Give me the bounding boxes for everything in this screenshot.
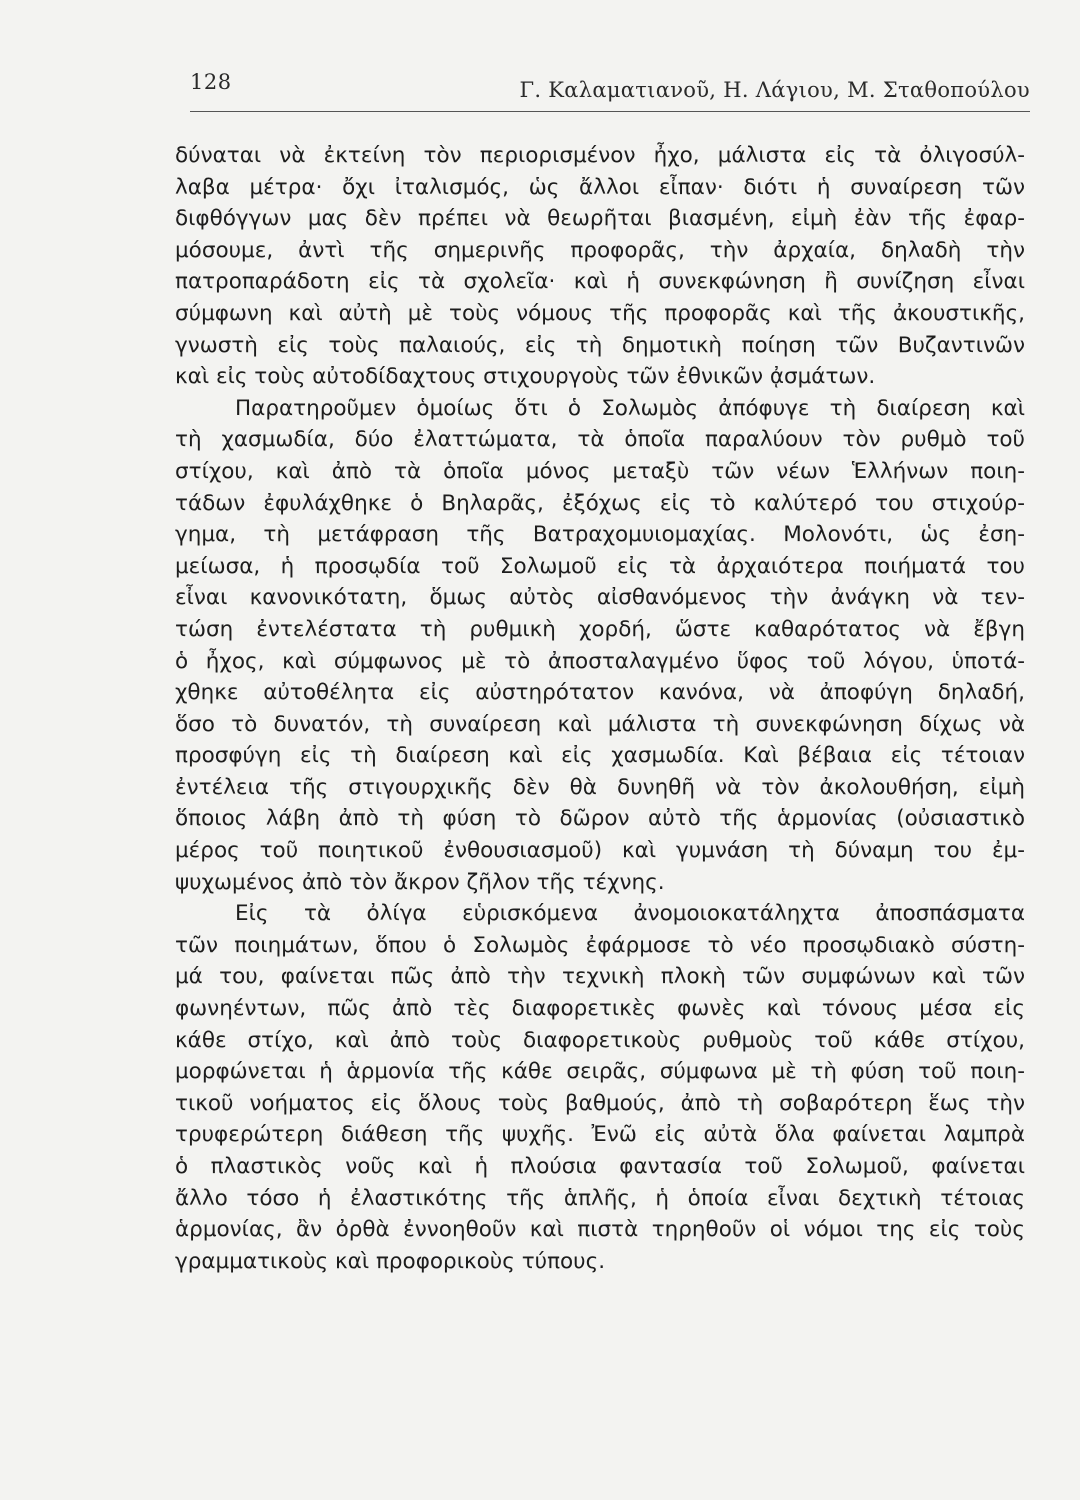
body-text [175,140,1025,1277]
text-line: τὴ χασμωδία, δύο ἐλαττώματα, τὰ ὁποῖα παραλύουν τὸν ρυθμὸ τοῦ [175,427,1025,453]
running-header [190,70,1030,110]
text-line: δύναται νὰ ἐκτείνη τὸν περιορισμένον ἦχο, μάλιστα εἰς τὰ ὀλιγοσύλ- [175,143,1025,168]
text-line: τῶν ποιημάτων, ὅπου ὁ Σολωμὸς ἐφάρμοσε τὸ νέο προσῳδιακὸ σύστη- [175,932,1025,958]
text-line: φωνηέντων, πῶς ἀπὸ τὲς διαφορετικὲς φωνὲς καὶ τόνους μέσα εἰς [175,996,1025,1022]
text-line: ἄλλο τόσο ἡ ἐλαστικότης τῆς ἁπλῆς, ἡ ὁποία εἶναι δεχτικὴ τέτοιας [175,1185,1025,1211]
text-line: μορφώνεται ἡ ἁρμονία τῆς κάθε σειρᾶς, σύμφωνα μὲ τὴ φύση τοῦ ποιη- [175,1059,1025,1085]
text-line: τικοῦ νοήματος εἰς ὅλους τοὺς βαθμούς, ἀπὸ τὴ σοβαρότερη ἕως τὴν [175,1090,1025,1116]
text-line: τώση ἐντελέστατα τὴ ρυθμικὴ χορδή, ὥστε καθαρότατος νὰ ἔβγη [175,616,1025,642]
text-line: προσφύγη εἰς τὴ διαίρεση καὶ εἰς χασμωδία. Καὶ βέβαια εἰς τέτοιαν [175,743,1025,769]
text-line: σύμφωνη καὶ αὐτὴ μὲ τοὺς νόμους τῆς προφορᾶς καὶ τῆς ἀκουστικῆς, [175,300,1025,326]
text-line: καὶ εἰς τοὺς αὐτοδίδαχτους στιχουργοὺς τῶν ἐθνικῶν ᾀσμάτων. [175,364,876,390]
text-line: ὅποιος λάβη ἀπὸ τὴ φύση τὸ δῶρον αὐτὸ τῆς ἁρμονίας (οὐσιαστικὸ [175,806,1025,832]
text-line: μείωσα, ἡ προσῳδία τοῦ Σολωμοῦ εἰς τὰ ἀρχαιότερα ποιήματά του [175,553,1025,579]
text-line: ἐντέλεια τῆς στιγουρχικῆς δὲν θὰ δυνηθῆ νὰ τὸν ἀκολουθήση, εἰμὴ [175,774,1025,800]
text-line: διφθόγγων μας δὲν πρέπει νὰ θεωρῆται βιασμένη, εἰμὴ ἐὰν τῆς ἐφαρ- [175,206,1025,232]
page-number: 128 [190,70,232,94]
text-line: ὁ ἦχος, καὶ σύμφωνος μὲ τὸ ἀποσταλαγμένο ὕφος τοῦ λόγου, ὑποτά- [175,648,1025,674]
text-line: ὅσο τὸ δυνατόν, τὴ συναίρεση καὶ μάλιστα τὴ συνεκφώνηση δίχως νὰ [175,711,1025,737]
text-line: μά του, φαίνεται πῶς ἀπὸ τὴν τεχνικὴ πλοκὴ τῶν συμφώνων καὶ τῶν [175,964,1025,990]
text-line: ἁρμονίας, ἂν ὀρθὰ ἐννοηθοῦν καὶ πιστὰ τηρηθοῦν οἱ νόμοι της εἰς τοὺς [175,1217,1025,1243]
text-line: πατροπαράδοτη εἰς τὰ σχολεῖα· καὶ ἡ συνεκφώνηση ἢ συνίζηση εἶναι [175,269,1025,295]
text-line: στίχου, καὶ ἀπὸ τὰ ὁποῖα μόνος μεταξὺ τῶν νέων Ἑλλήνων ποιη- [175,458,1025,484]
text-line: ψυχωμένος ἀπὸ τὸν ἄκρον ζῆλον τῆς τέχνης. [175,869,665,895]
text-line: κάθε στίχο, καὶ ἀπὸ τοὺς διαφορετικοὺς ρυθμοὺς τοῦ κάθε στίχου, [175,1027,1025,1053]
paragraph-start-line: Παρατηροῦμεν ὁμοίως ὅτι ὁ Σολωμὸς ἀπόφυγε τὴ διαίρεση καὶ [235,395,1025,421]
text-line: εἶναι κανονικότατη, ὅμως αὐτὸς αἰσθανόμενος τὴν ἀνάγκη νὰ τεν- [175,585,1025,611]
text-line: μόσουμε, ἀντὶ τῆς σημερινῆς προφορᾶς, τὴν ἀρχαία, δηλαδὴ τὴν [175,237,1025,263]
header-rule [190,111,1030,112]
paragraph-start-line: Εἰς τὰ ὀλίγα εὑρισκόμενα ἀνομοιοκατάληχτα ἀποσπάσματα [235,901,1025,927]
text-line: ὁ πλαστικὸς νοῦς καὶ ἡ πλούσια φαντασία τοῦ Σολωμοῦ, φαίνεται [175,1154,1025,1179]
text-line: γημα, τὴ μετάφραση τῆς Βατραχομυιομαχίας. Μολονότι, ὡς ἐση- [175,522,1025,548]
text-line: γνωστὴ εἰς τοὺς παλαιούς, εἰς τὴ δημοτικὴ ποίηση τῶν Βυζαντινῶν [175,332,1025,358]
text-line: γραμματικοὺς καὶ προφορικοὺς τύπους. [175,1248,606,1274]
running-title: Γ. Καλαματιανοῦ, Η. Λάγιου, Μ. Σταθοπούλου [519,78,1030,102]
text-line: τάδων ἐφυλάχθηκε ὁ Βηλαρᾶς, ἐξόχως εἰς τὸ καλύτερό του στιχούρ- [175,490,1025,516]
text-line: χθηκε αὐτοθέλητα εἰς αὐστηρότατον κανόνα, νὰ ἀποφύγη δηλαδή, [175,680,1025,706]
text-line: τρυφερώτερη διάθεση τῆς ψυχῆς. Ἐνῶ εἰς αὐτὰ ὅλα φαίνεται λαμπρὰ [175,1122,1025,1148]
text-line: λαβα μέτρα· ὄχι ἰταλισμός, ὡς ἄλλοι εἶπαν· διότι ἡ συναίρεση τῶν [175,174,1025,200]
text-line: μέρος τοῦ ποιητικοῦ ἐνθουσιασμοῦ) καὶ γυμνάση τὴ δύναμη του ἐμ- [175,838,1025,864]
